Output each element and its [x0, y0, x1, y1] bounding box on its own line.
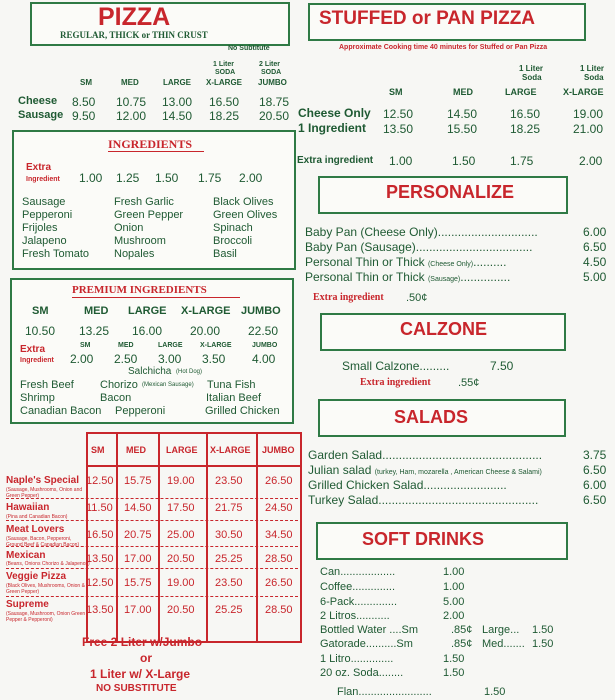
- special-price: 15.75: [124, 577, 152, 589]
- drink-item: [320, 567, 395, 578]
- salad-name: Turkey Salad: [308, 493, 379, 507]
- special-price: 23.50: [215, 475, 243, 487]
- ingredients-title: INGREDIENTS: [108, 137, 193, 151]
- personalize-name: Baby Pan (Sausage): [305, 240, 416, 254]
- ingredients-price: 1.75: [198, 171, 222, 185]
- drink-dots: ..............: [352, 581, 396, 593]
- drink-name: Flan: [337, 686, 359, 698]
- salad-price: 6.00: [583, 478, 607, 492]
- stuffed-extra-price: 2.00: [579, 154, 603, 168]
- personalize-item: [305, 241, 532, 253]
- specials-header: MED: [126, 445, 146, 455]
- special-price: 28.50: [265, 553, 293, 565]
- drink-extra-price: 1.50: [532, 638, 554, 650]
- personalize-name: Personal Thin or Thick: [305, 255, 425, 269]
- grid-line: [86, 465, 300, 467]
- drink-price: 1.50: [484, 686, 506, 698]
- stuffed-extra-label: Extra ingredient: [297, 155, 374, 166]
- grid-line: [158, 432, 160, 641]
- ingredients-price: 1.25: [116, 171, 140, 185]
- stuffed-extra-price: 1.50: [452, 154, 476, 168]
- personalize-extra-price: .50¢: [406, 292, 428, 304]
- drink-dots: ........: [378, 667, 404, 679]
- premium-price: 13.25: [79, 324, 110, 338]
- personalize-title: PERSONALIZE: [386, 182, 515, 202]
- salad-price: 6.50: [583, 493, 607, 507]
- ingredients-title-underline: [108, 151, 204, 152]
- ingredient-item: Nopales: [114, 248, 155, 260]
- premium-item: Pepperoni: [115, 405, 166, 417]
- ingredients-price: 2.00: [239, 171, 263, 185]
- premium-salchicha-note: (Hot Dog): [176, 369, 203, 375]
- ingredient-item: Onion: [114, 222, 144, 234]
- premium-chorizo-note: (Mexican Sausage): [142, 382, 194, 388]
- drink-name: 20 oz. Soda: [320, 667, 379, 679]
- ingredient-item: Frijoles: [22, 222, 58, 234]
- special-price: 15.75: [124, 475, 152, 487]
- pizza-name: Cheese: [18, 95, 58, 107]
- ingredient-item: Pepperoni: [22, 209, 73, 221]
- drink-price: 1.50: [443, 653, 465, 665]
- special-price: 23.50: [215, 577, 243, 589]
- drink-item: [337, 687, 432, 698]
- premium-chorizo: Chorizo: [100, 379, 138, 391]
- personalize-note: (Cheese Only): [427, 261, 474, 268]
- stuffed-header: MED: [453, 87, 473, 97]
- pizza-header-med: MED: [121, 78, 139, 87]
- stuffed-header-soda1: 1 Liter: [519, 64, 544, 73]
- drink-price: 5.00: [443, 596, 465, 608]
- personalize-item: [305, 256, 506, 268]
- personalize-extra-label: Extra ingredient: [313, 292, 384, 303]
- grid-line: [256, 432, 258, 641]
- premium-extra-price: 2.00: [70, 352, 94, 366]
- pizza-price: 8.50: [72, 95, 96, 109]
- grid-line: [206, 432, 208, 641]
- pizza-title: PIZZA: [98, 3, 171, 31]
- special-price: 16.50: [86, 529, 114, 541]
- drink-item: [320, 597, 397, 608]
- premium-extra-price: 3.50: [202, 352, 226, 366]
- pizza-no-substitute: No Subtitute: [228, 45, 270, 52]
- premium-header: JUMBO: [241, 305, 281, 317]
- premium-item: Tuna Fish: [207, 379, 256, 391]
- stuffed-header-soda2b: Soda: [584, 73, 604, 82]
- stuffed-price: 18.25: [510, 122, 541, 136]
- personalize-dots: ..........: [473, 255, 507, 269]
- premium-item: Shrimp: [20, 392, 55, 404]
- salad-price: 6.50: [583, 463, 607, 477]
- special-desc: (Sausage, Mushrooms, Onion and Green Pepper): [6, 487, 83, 499]
- premium-extra-price: 2.50: [114, 352, 138, 366]
- premium-header: SM: [32, 305, 49, 317]
- drink-extra: Med.......: [482, 638, 525, 650]
- specials-header: X-LARGE: [210, 445, 251, 455]
- salads-title: SALADS: [394, 407, 469, 427]
- drink-dots: ..............: [350, 653, 394, 665]
- pizza-header-soda2b: SODA: [261, 69, 282, 76]
- special-price: 25.25: [215, 553, 243, 565]
- stuffed-name: 1 Ingredient: [298, 121, 367, 135]
- pizza-price: 13.00: [162, 95, 193, 109]
- stuffed-price: 21.00: [573, 122, 604, 136]
- special-price: 20.50: [167, 604, 195, 616]
- special-price: 12.50: [86, 475, 114, 487]
- special-price: 26.50: [265, 577, 293, 589]
- special-price: 17.00: [124, 604, 152, 616]
- drink-dots: ..............: [354, 596, 398, 608]
- premium-item: Bacon: [100, 392, 132, 404]
- pizza-price: 9.50: [72, 109, 96, 123]
- personalize-note: (Sausage): [427, 276, 461, 283]
- drink-name: Gatorade..........Sm: [320, 638, 413, 650]
- specials-header: SM: [91, 445, 105, 455]
- free-drink-note-1: Free 2 Liter w/Jumbo: [82, 635, 203, 649]
- premium-salchicha: Salchicha: [128, 366, 172, 377]
- special-name: Hawaiian: [6, 502, 50, 513]
- drink-extra-price: 1.50: [532, 624, 554, 636]
- special-name: Veggie Pizza: [6, 571, 67, 582]
- specials-header: JUMBO: [262, 445, 295, 455]
- special-price: 19.00: [167, 577, 195, 589]
- stuffed-price: 14.50: [447, 107, 478, 121]
- special-desc: (Pina and Canadian Bacon): [6, 514, 68, 520]
- specials-header: LARGE: [166, 445, 198, 455]
- pizza-header-sm: SM: [80, 78, 92, 87]
- special-price: 19.00: [167, 475, 195, 487]
- ingredient-item: Mushroom: [114, 235, 166, 247]
- personalize-price: 5.00: [583, 270, 607, 284]
- premium-extra-label: Extra: [20, 344, 46, 355]
- special-name: Supreme: [6, 599, 49, 610]
- drink-price: .85¢: [451, 624, 473, 636]
- premium-title: PREMIUM INGREDIENTS: [72, 284, 207, 296]
- premium-item: Fresh Beef: [20, 379, 74, 391]
- pizza-header-soda1: 1 Liter: [213, 61, 235, 68]
- pizza-header-xlarge: X-LARGE: [206, 78, 242, 87]
- pizza-header-jumbo: JUMBO: [258, 78, 287, 87]
- pizza-header-soda1b: SODA: [215, 69, 236, 76]
- ingredient-item: Sausage: [22, 196, 66, 208]
- special-desc: (Beans, Onions Chorizo & Jalapenos): [6, 561, 90, 567]
- premium-extra-header: X-LARGE: [200, 342, 232, 349]
- pizza-header-large: LARGE: [163, 78, 191, 87]
- drink-item: [320, 611, 390, 622]
- ingredient-item: Fresh Tomato: [22, 248, 90, 260]
- special-price: 21.75: [215, 502, 243, 514]
- free-drink-or: or: [140, 651, 152, 665]
- calzone-title: CALZONE: [400, 319, 487, 339]
- stuffed-header-soda1b: Soda: [522, 73, 542, 82]
- premium-item: Italian Beef: [206, 392, 262, 404]
- special-price: 13.50: [86, 604, 114, 616]
- special-desc: (Sausage, Mushroom, Onion Green Pepper & Pepperoni): [6, 611, 86, 623]
- premium-price: 16.00: [132, 324, 163, 338]
- special-name: Mexican: [6, 550, 46, 561]
- stuffed-price: 12.50: [383, 107, 414, 121]
- ingredient-item: Green Olives: [213, 209, 278, 221]
- special-desc: (Sausage, Bacon, Pepperoni, Ground Beef & Canadian Bacon): [6, 536, 80, 548]
- personalize-item: [305, 226, 538, 238]
- salad-note: (turkey, Ham, mozarella , American Cheese & Salami): [374, 469, 542, 476]
- salad-dots: ................................................: [382, 448, 543, 462]
- drink-price: .85¢: [451, 638, 473, 650]
- premium-extra-header: LARGE: [158, 342, 183, 349]
- pizza-price: 14.50: [162, 109, 193, 123]
- stuffed-price: 16.50: [510, 107, 541, 121]
- stuffed-header: LARGE: [505, 87, 537, 97]
- special-price: 25.00: [167, 529, 195, 541]
- premium-extra-label2: Ingredient: [20, 357, 54, 364]
- premium-extra-price: 4.00: [252, 352, 276, 366]
- ingredients-price: 1.50: [155, 171, 179, 185]
- premium-extra-header: JUMBO: [252, 342, 278, 349]
- special-price: 26.50: [265, 475, 293, 487]
- row-separator: [6, 520, 298, 521]
- special-price: 20.50: [167, 553, 195, 565]
- premium-extra-header: MED: [118, 342, 134, 349]
- drink-item: [320, 654, 393, 665]
- ingredients-extra-label2: Ingredient: [26, 176, 60, 183]
- drink-dots: ..................: [340, 566, 396, 578]
- stuffed-price: 15.50: [447, 122, 478, 136]
- premium-header: LARGE: [128, 305, 167, 317]
- salad-dots: .........................: [423, 478, 507, 492]
- special-price: 25.25: [215, 604, 243, 616]
- drink-name: 6-Pack: [320, 596, 355, 608]
- personalize-name: Baby Pan (Cheese Only): [305, 225, 438, 239]
- pizza-price: 12.00: [116, 109, 147, 123]
- special-name: Meat Lovers: [6, 524, 65, 535]
- personalize-dots: ...............: [460, 270, 511, 284]
- drink-name: 2 Litros: [320, 610, 357, 622]
- premium-price: 20.00: [190, 324, 221, 338]
- stuffed-extra-price: 1.00: [389, 154, 413, 168]
- specials-no-substitute: NO SUBSTITUTE: [96, 683, 177, 694]
- personalize-dots: ...................................: [415, 240, 533, 254]
- special-price: 28.50: [265, 604, 293, 616]
- special-price: 20.75: [124, 529, 152, 541]
- pizza-subtitle: REGULAR, THICK or THIN CRUST: [60, 30, 208, 40]
- pizza-header-soda2: 2 Liter: [259, 61, 281, 68]
- pizza-price: 16.50: [209, 95, 240, 109]
- premium-title-underline: [72, 297, 240, 298]
- premium-item: Canadian Bacon: [20, 405, 102, 417]
- stuffed-price: 19.00: [573, 107, 604, 121]
- ingredient-item: Spinach: [213, 222, 253, 234]
- calzone-extra-price: .55¢: [458, 377, 480, 389]
- personalize-item: [305, 271, 510, 283]
- drink-item: [320, 668, 403, 679]
- special-price: 13.50: [86, 553, 114, 565]
- ingredient-item: Broccoli: [213, 235, 253, 247]
- personalize-dots: ..............................: [437, 225, 538, 239]
- premium-header: MED: [84, 305, 109, 317]
- drink-name: Coffee: [320, 581, 353, 593]
- calzone-price: 7.50: [490, 359, 514, 373]
- stuffed-note: Approximate Cooking time 40 minutes for Stuffed or Pan Pizza: [339, 44, 548, 51]
- pizza-price: 20.50: [259, 109, 290, 123]
- drink-name: 1 Litro: [320, 653, 351, 665]
- drink-price: 1.50: [443, 667, 465, 679]
- stuffed-name: Cheese Only: [298, 106, 371, 120]
- drink-extra: Large...: [482, 624, 520, 636]
- salad-name: Garden Salad: [308, 448, 383, 462]
- drink-name: Bottled Water ....Sm: [320, 624, 419, 636]
- salad-item: [308, 464, 542, 476]
- row-separator: [6, 596, 298, 597]
- ingredient-item: Fresh Garlic: [114, 196, 174, 208]
- ingredient-item: Basil: [213, 248, 237, 260]
- drink-name: Can: [320, 566, 341, 578]
- special-price: 14.50: [124, 502, 152, 514]
- special-price: 12.50: [86, 577, 114, 589]
- drink-price: 2.00: [443, 610, 465, 622]
- drink-item: [320, 582, 395, 593]
- stuffed-title: STUFFED or PAN PIZZA: [319, 8, 536, 29]
- ingredients-price: 1.00: [79, 171, 103, 185]
- premium-header: X-LARGE: [181, 305, 231, 317]
- stuffed-header-soda2: 1 Liter: [580, 64, 605, 73]
- stuffed-header: SM: [389, 87, 403, 97]
- premium-extra-price: 3.00: [158, 352, 182, 366]
- drink-dots: ........................: [358, 686, 432, 698]
- salad-item: [308, 479, 507, 491]
- free-drink-note-2: 1 Liter w/ X-Large: [90, 667, 191, 681]
- personalize-price: 6.00: [583, 225, 607, 239]
- row-separator: [6, 568, 298, 569]
- pizza-name: Sausage: [18, 109, 64, 121]
- salad-name: Grilled Chicken Salad: [308, 478, 424, 492]
- stuffed-header: X-LARGE: [563, 87, 604, 97]
- ingredients-extra-label: Extra: [26, 162, 52, 173]
- premium-extra-header: SM: [80, 342, 91, 349]
- grid-line: [116, 432, 118, 641]
- stuffed-extra-price: 1.75: [510, 154, 534, 168]
- special-price: 30.50: [215, 529, 243, 541]
- pizza-price: 10.75: [116, 95, 147, 109]
- special-price: 17.00: [124, 553, 152, 565]
- special-desc: (Black Olives, Mushrooms, Onion & Green Pepper): [6, 583, 85, 595]
- special-price: 24.50: [265, 502, 293, 514]
- premium-price: 22.50: [248, 324, 279, 338]
- special-price: 17.50: [167, 502, 195, 514]
- ingredient-item: Green Pepper: [114, 209, 184, 221]
- premium-item: Grilled Chicken: [205, 405, 280, 417]
- personalize-price: 4.50: [583, 255, 607, 269]
- salad-price: 3.75: [583, 448, 607, 462]
- salad-item: [308, 494, 538, 506]
- drink-price: 1.00: [443, 581, 465, 593]
- special-price: 11.50: [86, 502, 113, 514]
- ingredient-item: Black Olives: [213, 196, 274, 208]
- drinks-title: SOFT DRINKS: [362, 529, 485, 549]
- stuffed-price: 13.50: [383, 122, 414, 136]
- special-name: Naple's Special: [6, 475, 79, 486]
- pizza-price: 18.25: [209, 109, 240, 123]
- calzone-extra-label: Extra ingredient: [360, 377, 431, 388]
- special-price: 34.50: [265, 529, 293, 541]
- salad-item: [308, 449, 542, 461]
- premium-price: 10.50: [25, 324, 56, 338]
- calzone-item: Small Calzone.........: [342, 359, 450, 373]
- ingredient-item: Jalapeno: [22, 235, 67, 247]
- drink-dots: ...........: [356, 610, 390, 622]
- pizza-price: 18.75: [259, 95, 290, 109]
- personalize-price: 6.50: [583, 240, 607, 254]
- personalize-name: Personal Thin or Thick: [305, 270, 425, 284]
- drink-price: 1.00: [443, 566, 465, 578]
- salad-name: Julian salad: [308, 463, 372, 477]
- salad-dots: ................................................: [378, 493, 539, 507]
